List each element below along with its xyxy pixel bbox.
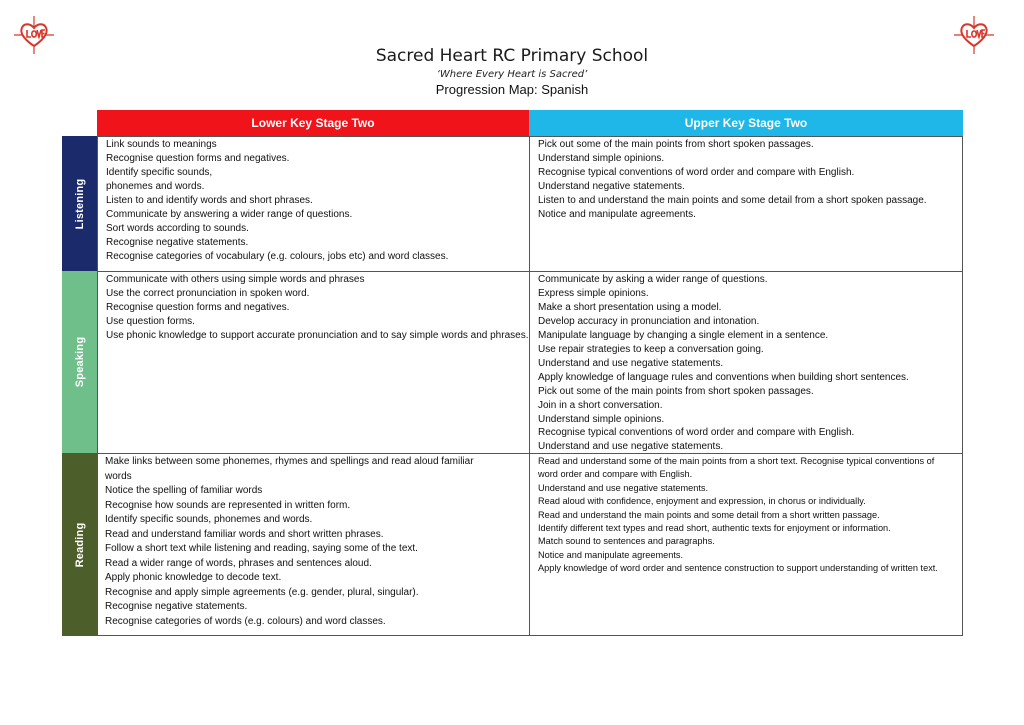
list-item: Recognise typical conventions of word order and compare with English. [538,166,855,178]
listening-upper-cell [529,136,963,272]
list-item: Develop accuracy in pronunciation and intonation. [538,315,760,327]
list-item: Follow a short text while listening and reading, saying some of the text. [105,543,418,554]
list-item: Recognise categories of vocabulary (e.g. colours, jobs etc) and word classes. [106,250,449,262]
school-motto: ‘Where Every Heart is Sacred’ [436,69,588,80]
reading-upper-cell [529,453,963,636]
page-subtitle: Progression Map: Spanish [435,82,589,97]
list-item: Recognise negative statements. [106,236,249,248]
list-item: Understand simple opinions. [538,152,665,164]
list-item: Recognise negative statements. [105,601,248,612]
list-item: Understand and use negative statements. [538,441,724,453]
list-item: Read and understand some of the main points from a short text. Recognise typical conventions of word order and compare with English. [538,456,935,480]
list-item: Express simple opinions. [538,287,649,299]
list-item: Understand and use negative statements. [538,482,709,493]
list-item: Make a short presentation using a model. [538,301,722,313]
list-item: Read aloud with confidence, enjoyment and expression, in chorus or individually. [538,496,866,507]
list-item: Notice and manipulate agreements. [538,549,684,560]
column-header-upper: Upper Key Stage Two [529,110,963,136]
list-item: Understand negative statements. [538,180,685,192]
list-item: Pick out some of the main points from short spoken passages. [538,385,814,397]
reading-lower-cell [97,453,530,636]
list-item: Use repair strategies to keep a conversation going. [538,343,764,355]
list-item: Apply phonic knowledge to decode text. [105,572,282,583]
list-item: Pick out some of the main points from short spoken passages. [538,139,814,150]
list-item: Communicate by answering a wider range of questions. [106,208,353,220]
list-item: Listen to and identify words and short phrases. [106,194,313,206]
list-item: Recognise and apply simple agreements (e.g. gender, plural, singular). [105,586,419,598]
list-item: Sort words according to sounds. [106,222,249,234]
speaking-upper-cell [529,271,963,454]
list-item: Use the correct pronunciation in spoken word. [106,287,310,299]
row-label-speaking: Speaking [62,271,97,453]
list-item: Use phonic knowledge to support accurate pronunciation and to say simple words and phrases. [106,329,529,341]
list-item: Notice the spelling of familiar words [105,485,263,496]
list-item: Recognise how sounds are represented in written form. [105,499,351,511]
list-item: Match sound to sentences and paragraphs. [538,536,715,547]
list-item: Recognise question forms and negatives. [106,301,290,313]
list-item: Understand simple opinions. [538,413,665,425]
list-item: Recognise question forms and negatives. [106,152,290,164]
list-item: Recognise categories of words (e.g. colours) and word classes. [105,615,386,627]
list-item: Apply knowledge of word order and sentence construction to support understanding of written text. [538,563,938,574]
list-item: Communicate with others using simple words and phrases [106,274,365,285]
list-item: Identify specific sounds, [106,166,213,178]
list-item: Make links between some phonemes, rhymes and spellings and read aloud familiar [105,456,474,467]
list-item: Identify specific sounds, phonemes and words. [105,514,313,525]
list-item: Recognise typical conventions of word order and compare with English. [538,427,855,439]
list-item: Read and understand familiar words and short written phrases. [105,528,384,540]
row-label-reading: Reading [62,453,97,636]
title-block [0,44,1024,98]
list-item: Identify different text types and read short, authentic texts for enjoyment or information. [538,523,891,534]
list-item: Apply knowledge of language rules and conventions when building short sentences. [538,371,909,383]
list-item: Read a wider range of words, phrases and sentences aloud. [105,557,372,569]
list-item: Read and understand the main points and some detail from a short written passage. [538,509,880,520]
list-item: Understand and use negative statements. [538,357,724,369]
listening-lower-cell [97,136,530,272]
list-item: words [105,470,132,482]
list-item: Notice and manipulate agreements. [538,208,696,220]
list-item: Join in a short conversation. [538,399,663,411]
column-header-lower: Lower Key Stage Two [97,110,529,136]
progression-map-table [62,110,963,636]
list-item: Manipulate language by changing a single element in a sentence. [538,329,829,341]
list-item: Communicate by asking a wider range of questions. [538,274,768,285]
row-label-listening: Listening [62,136,97,271]
page-title: Sacred Heart RC Primary School [375,46,649,66]
speaking-lower-cell [97,271,530,454]
list-item: Link sounds to meanings [106,139,217,150]
list-item: Listen to and understand the main points and some detail from a short spoken passage. [538,194,927,206]
list-item: Use question forms. [106,315,195,327]
list-item: phonemes and words. [106,180,205,192]
